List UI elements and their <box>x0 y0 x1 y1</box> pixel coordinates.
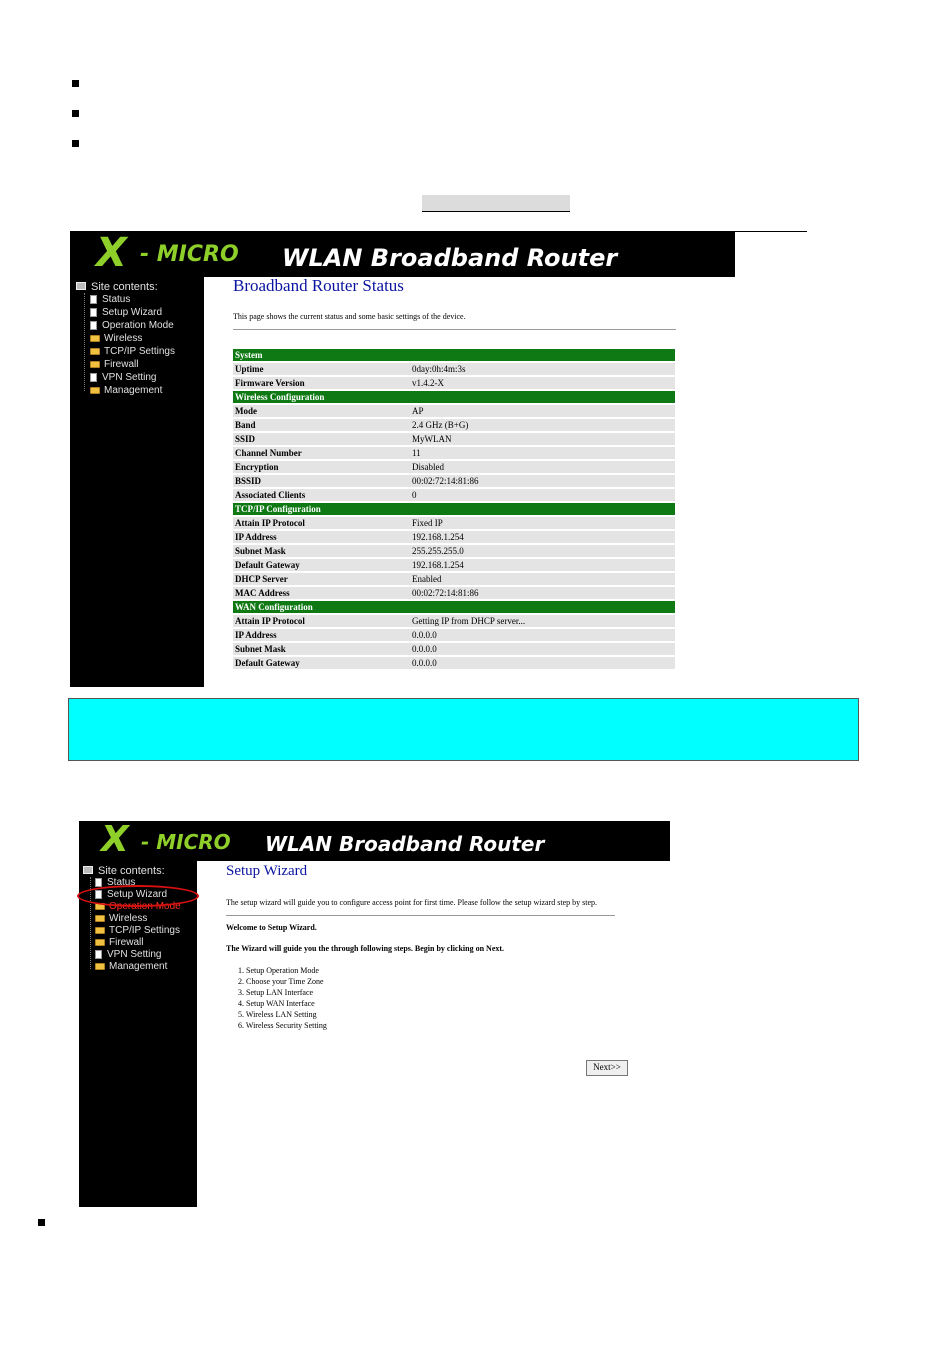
list-item: 4. Setup WAN Interface <box>238 999 315 1008</box>
sidebar-item-status[interactable]: Status <box>95 877 135 888</box>
divider <box>233 329 676 330</box>
row-value: Getting IP from DHCP server... <box>410 615 675 627</box>
row-value: 0.0.0.0 <box>410 657 675 669</box>
folder-icon <box>90 335 100 342</box>
note-box <box>68 698 859 761</box>
intro-text: The Wizard will guide you the through following steps. Begin by clicking on Next. <box>226 944 505 953</box>
next-button[interactable]: Next>> <box>586 1060 628 1076</box>
folder-icon <box>90 387 100 394</box>
sidebar-item-firewall[interactable]: Firewall <box>90 359 138 370</box>
table-row <box>233 419 675 431</box>
highlight-circle <box>77 885 199 907</box>
row-label: Default Gateway <box>233 657 410 669</box>
section-header <box>233 349 675 361</box>
row-value: 0.0.0.0 <box>410 629 675 641</box>
row-label: Associated Clients <box>233 489 410 501</box>
page-icon <box>95 878 102 887</box>
sidebar-item-tcpip-settings[interactable]: TCP/IP Settings <box>90 346 175 357</box>
row-value: 0 <box>410 489 675 501</box>
list-item: 5. Wireless LAN Setting <box>238 1010 317 1019</box>
row-value: 11 <box>410 447 675 459</box>
list-item: 6. Wireless Security Setting <box>238 1021 327 1030</box>
row-value: 255.255.255.0 <box>410 545 675 557</box>
status-screenshot <box>70 232 735 687</box>
section-header <box>233 391 675 403</box>
list-item: 3. Setup LAN Interface <box>238 988 314 997</box>
table-row <box>233 629 675 641</box>
computer-icon <box>83 866 93 874</box>
table-row <box>233 657 675 669</box>
table-row <box>233 615 675 627</box>
header-banner <box>79 821 670 861</box>
sidebar-item-tcpip-settings[interactable]: TCP/IP Settings <box>95 925 180 936</box>
folder-icon <box>95 915 105 922</box>
row-value: 00:02:72:14:81:86 <box>410 475 675 487</box>
row-value: Disabled <box>410 461 675 473</box>
page-icon <box>95 950 102 959</box>
table-row <box>233 377 675 389</box>
row-label: Attain IP Protocol <box>233 615 410 627</box>
row-value: 0day:0h:4m:3s <box>410 363 675 375</box>
table-row <box>233 363 675 375</box>
folder-icon <box>95 927 105 934</box>
folder-icon <box>90 348 100 355</box>
sidebar-item-management[interactable]: Management <box>90 385 162 396</box>
row-label: Subnet Mask <box>233 643 410 655</box>
sidebar-item-operation-mode[interactable]: Operation Mode <box>95 901 181 912</box>
row-value: 0.0.0.0 <box>410 643 675 655</box>
row-value: AP <box>410 405 675 417</box>
section-title: Wireless Configuration <box>233 391 675 403</box>
table-row <box>233 643 675 655</box>
bullet-marker <box>38 1219 45 1226</box>
row-value: Fixed IP <box>410 517 675 529</box>
row-label: Encryption <box>233 461 410 473</box>
row-value: 192.168.1.254 <box>410 559 675 571</box>
row-value: v1.4.2-X <box>410 377 675 389</box>
sidebar-item-wireless[interactable]: Wireless <box>95 913 147 924</box>
list-item: 1. Setup Operation Mode <box>238 966 319 975</box>
row-label: IP Address <box>233 629 410 641</box>
list-item: 2. Choose your Time Zone <box>238 977 324 986</box>
sidebar-heading: Site contents: <box>76 281 158 293</box>
folder-icon <box>95 939 105 946</box>
sidebar-item-status[interactable]: Status <box>90 294 130 305</box>
row-label: IP Address <box>233 531 410 543</box>
row-label: MAC Address <box>233 587 410 599</box>
brand-logo-x: X <box>101 821 129 860</box>
row-value: MyWLAN <box>410 433 675 445</box>
table-row <box>233 475 675 487</box>
table-row <box>233 433 675 445</box>
page-title: Broadband Router Status <box>233 276 404 295</box>
folder-icon <box>90 361 100 368</box>
page-icon <box>90 321 97 330</box>
row-label: Channel Number <box>233 447 410 459</box>
sidebar-item-wireless[interactable]: Wireless <box>90 333 142 344</box>
row-label: Subnet Mask <box>233 545 410 557</box>
computer-icon <box>76 282 86 290</box>
sidebar-item-setup-wizard[interactable]: Setup Wizard <box>95 889 167 900</box>
brand-logo-micro: - MICRO <box>140 242 239 267</box>
table-row <box>233 545 675 557</box>
row-label: DHCP Server <box>233 573 410 585</box>
page-description: This page shows the current status and some basic settings of the device. <box>233 312 466 321</box>
sidebar-heading: Site contents: <box>83 865 165 877</box>
tree-connector <box>84 293 85 391</box>
banner-title: WLAN Broadband Router <box>265 832 545 856</box>
row-value: Enabled <box>410 573 675 585</box>
row-label: Firmware Version <box>233 377 410 389</box>
row-value: 2.4 GHz (B+G) <box>410 419 675 431</box>
row-label: Mode <box>233 405 410 417</box>
welcome-text: Welcome to Setup Wizard. <box>226 923 317 932</box>
table-row <box>233 489 675 501</box>
bullet-marker <box>72 140 79 147</box>
row-label: Band <box>233 419 410 431</box>
row-label: Attain IP Protocol <box>233 517 410 529</box>
table-row <box>233 559 675 571</box>
page-icon <box>90 373 97 382</box>
sidebar-item-management[interactable]: Management <box>95 961 167 972</box>
sidebar-item-setup-wizard[interactable]: Setup Wizard <box>90 307 162 318</box>
sidebar <box>79 861 197 1207</box>
row-value: 192.168.1.254 <box>410 531 675 543</box>
row-label: Default Gateway <box>233 559 410 571</box>
figure-caption-bar <box>422 195 570 212</box>
sidebar-item-operation-mode[interactable]: Operation Mode <box>90 320 174 331</box>
section-title: System <box>233 349 675 361</box>
divider <box>226 915 615 916</box>
sidebar-item-vpn-setting[interactable]: VPN Setting <box>95 949 161 960</box>
brand-logo-micro: - MICRO <box>141 830 231 854</box>
row-label: BSSID <box>233 475 410 487</box>
row-value: 00:02:72:14:81:86 <box>410 587 675 599</box>
table-row <box>233 573 675 585</box>
table-row <box>233 517 675 529</box>
steps-list <box>238 966 327 1032</box>
row-label: Uptime <box>233 363 410 375</box>
brand-logo-x: X <box>96 232 127 276</box>
table-row <box>233 447 675 459</box>
section-title: WAN Configuration <box>233 601 675 613</box>
banner-title: WLAN Broadband Router <box>282 244 618 272</box>
status-table <box>233 347 675 671</box>
page-description: The setup wizard will guide you to configure access point for first time. Please follow the setup wizard step by step. <box>226 898 598 907</box>
section-title: TCP/IP Configuration <box>233 503 675 515</box>
page-icon <box>90 295 97 304</box>
sidebar <box>70 277 204 687</box>
sidebar-item-vpn-setting[interactable]: VPN Setting <box>90 372 156 383</box>
row-label: SSID <box>233 433 410 445</box>
header-banner <box>70 232 735 277</box>
sidebar-item-firewall[interactable]: Firewall <box>95 937 143 948</box>
table-row <box>233 405 675 417</box>
table-row <box>233 531 675 543</box>
folder-icon <box>95 963 105 970</box>
setup-wizard-screenshot <box>79 821 670 1207</box>
bullet-marker <box>72 110 79 117</box>
table-row <box>233 461 675 473</box>
section-header <box>233 601 675 613</box>
section-header <box>233 503 675 515</box>
bullet-marker <box>72 80 79 87</box>
page-icon <box>90 308 97 317</box>
table-row <box>233 587 675 599</box>
page-title: Setup Wizard <box>226 863 308 879</box>
